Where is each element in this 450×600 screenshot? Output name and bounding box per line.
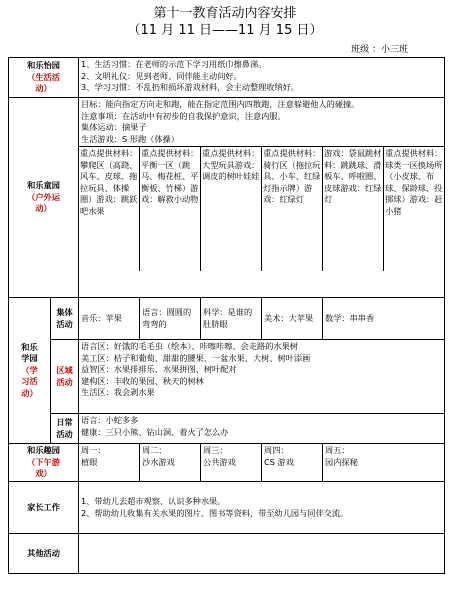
parent-work-row <box>9 482 445 534</box>
daily-activity-content <box>79 414 445 444</box>
area-activity-label: 区域 活动 <box>51 340 79 414</box>
group-activity-label: 集体 活动 <box>51 298 79 340</box>
class-label: 班级 ：小三班 <box>351 45 408 55</box>
group-item: 数学：串串香 <box>323 298 445 340</box>
outdoor-notes: 注意事项：在活动中有初步的自我保护意识，注意内服。 <box>81 110 286 121</box>
outdoor-sports: 集体运动：摘果子 <box>81 122 147 132</box>
outdoor-area-5: 游戏：袋鼠跳材料：跳跳球、滑板车、呼啦圈、皮球游戏：红绿灯 <box>322 147 383 271</box>
game-day-fri: 周五： 园内探秘 <box>323 444 445 482</box>
group-item: 美术：大苹果 <box>262 298 323 340</box>
group-item: 科学：是谁的肚脐眼 <box>201 298 262 340</box>
life-line: 2、文明礼仪：见到老师、同伴能主动问好。 <box>81 70 242 81</box>
life-header: 和乐怡园 （生活活 动） <box>9 58 79 98</box>
page-title: 第十一教育活动内容安排 <box>153 6 297 21</box>
area-line: 建构区：丰收的果园、秋天的树林 <box>81 375 204 386</box>
daily-activity-row <box>9 414 445 444</box>
afternoon-game-row <box>9 444 445 482</box>
parent-work-content <box>79 482 445 534</box>
daily-activity-label: 日常 活动 <box>51 414 79 444</box>
parent-line: 2、帮助幼儿收集有关水果的图片、图书等资料，带至幼儿园与同伴交流。 <box>81 507 349 518</box>
game-day-tue: 周二： 沙水游戏 <box>140 444 201 482</box>
learning-header: 和乐 学园 （学 习活 动） <box>9 298 51 444</box>
afternoon-game-header: 和乐趣园 （下午游 戏） <box>9 444 79 482</box>
area-activity-row <box>9 340 445 414</box>
life-content <box>79 58 445 98</box>
outdoor-area-6: 重点提供材料：球类一区换场所（小皮球、布球、保龄球、投掷球）游戏：赶小猪 <box>383 147 444 271</box>
area-line: 美工区：桔子和葡萄、甜甜的腰果、一盆水果、大树、树叶添画 <box>81 352 311 363</box>
group-item: 音乐：苹果 <box>79 298 140 340</box>
area-line: 生活区：我会剥水果 <box>81 387 155 397</box>
other-activity-content <box>79 534 445 574</box>
group-activity-row <box>9 298 445 340</box>
daily-line: 语言：小蛇多多 <box>81 415 139 425</box>
outdoor-area-2: 重点提供材料：平衡一区（跳马、梅花桩、平衡板、竹梯）游戏：解救小动物 <box>139 147 200 271</box>
date-range: （11 月 11 日——11 月 15 日） <box>127 23 323 38</box>
outdoor-area-4: 重点提供材料：骑行区（拖拉玩具、小车、红绿灯指示牌）游戏：红绿灯 <box>261 147 322 271</box>
life-row <box>9 58 445 98</box>
group-item: 语言：圆圆的弯弯的 <box>140 298 201 340</box>
area-line: 语言区：好饿的毛毛虫（绘本）、咔嚓咔嚓、会走路的水果树 <box>81 341 298 351</box>
game-day-thu: 周四： CS 游戏 <box>262 444 323 482</box>
schedule-table <box>8 57 445 574</box>
game-day-mon: 周一： 植眼 <box>79 444 140 482</box>
other-activity-header: 其他活动 <box>9 534 79 574</box>
outdoor-content <box>79 98 445 298</box>
daily-line: 健康：三只小熊、钻山洞、着火了怎么办 <box>81 426 229 437</box>
outdoor-goal: 目标：能向指定方向走和跑，能在指定范围内四散跑，注意躲避他人的碰撞。 <box>81 99 360 109</box>
area-line: 益智区：水果排排乐、水果拼图、树叶配对 <box>81 364 237 374</box>
other-activity-row <box>9 534 445 574</box>
outdoor-header: 和乐童园 （户外运 动） <box>9 98 79 298</box>
outdoor-game: 生活游戏：S 形跑（体操） <box>81 133 179 144</box>
outdoor-area-1: 重点提供材料：攀爬区（高跷、风车、皮球、拖拉玩具、体操圈）游戏：跳跃吧水果 <box>80 148 138 216</box>
area-activity-content <box>79 340 445 414</box>
outdoor-row <box>9 98 445 298</box>
parent-line: 1、带幼儿去超市观察、认识多种水果。 <box>81 496 226 506</box>
outdoor-area-3: 重点提供材料：大型玩具游戏：调皮的树叶娃娃 <box>200 147 261 271</box>
life-line: 3、学习习惯：不乱扔和损坏游戏材料，会主动整理收纳好。 <box>81 82 300 92</box>
parent-work-header: 家长工作 <box>9 482 79 534</box>
life-line: 1、生活习惯：在老师的示范下学习用纸巾擦鼻涕。 <box>81 59 267 69</box>
game-day-wed: 周三： 公共游戏 <box>201 444 262 482</box>
